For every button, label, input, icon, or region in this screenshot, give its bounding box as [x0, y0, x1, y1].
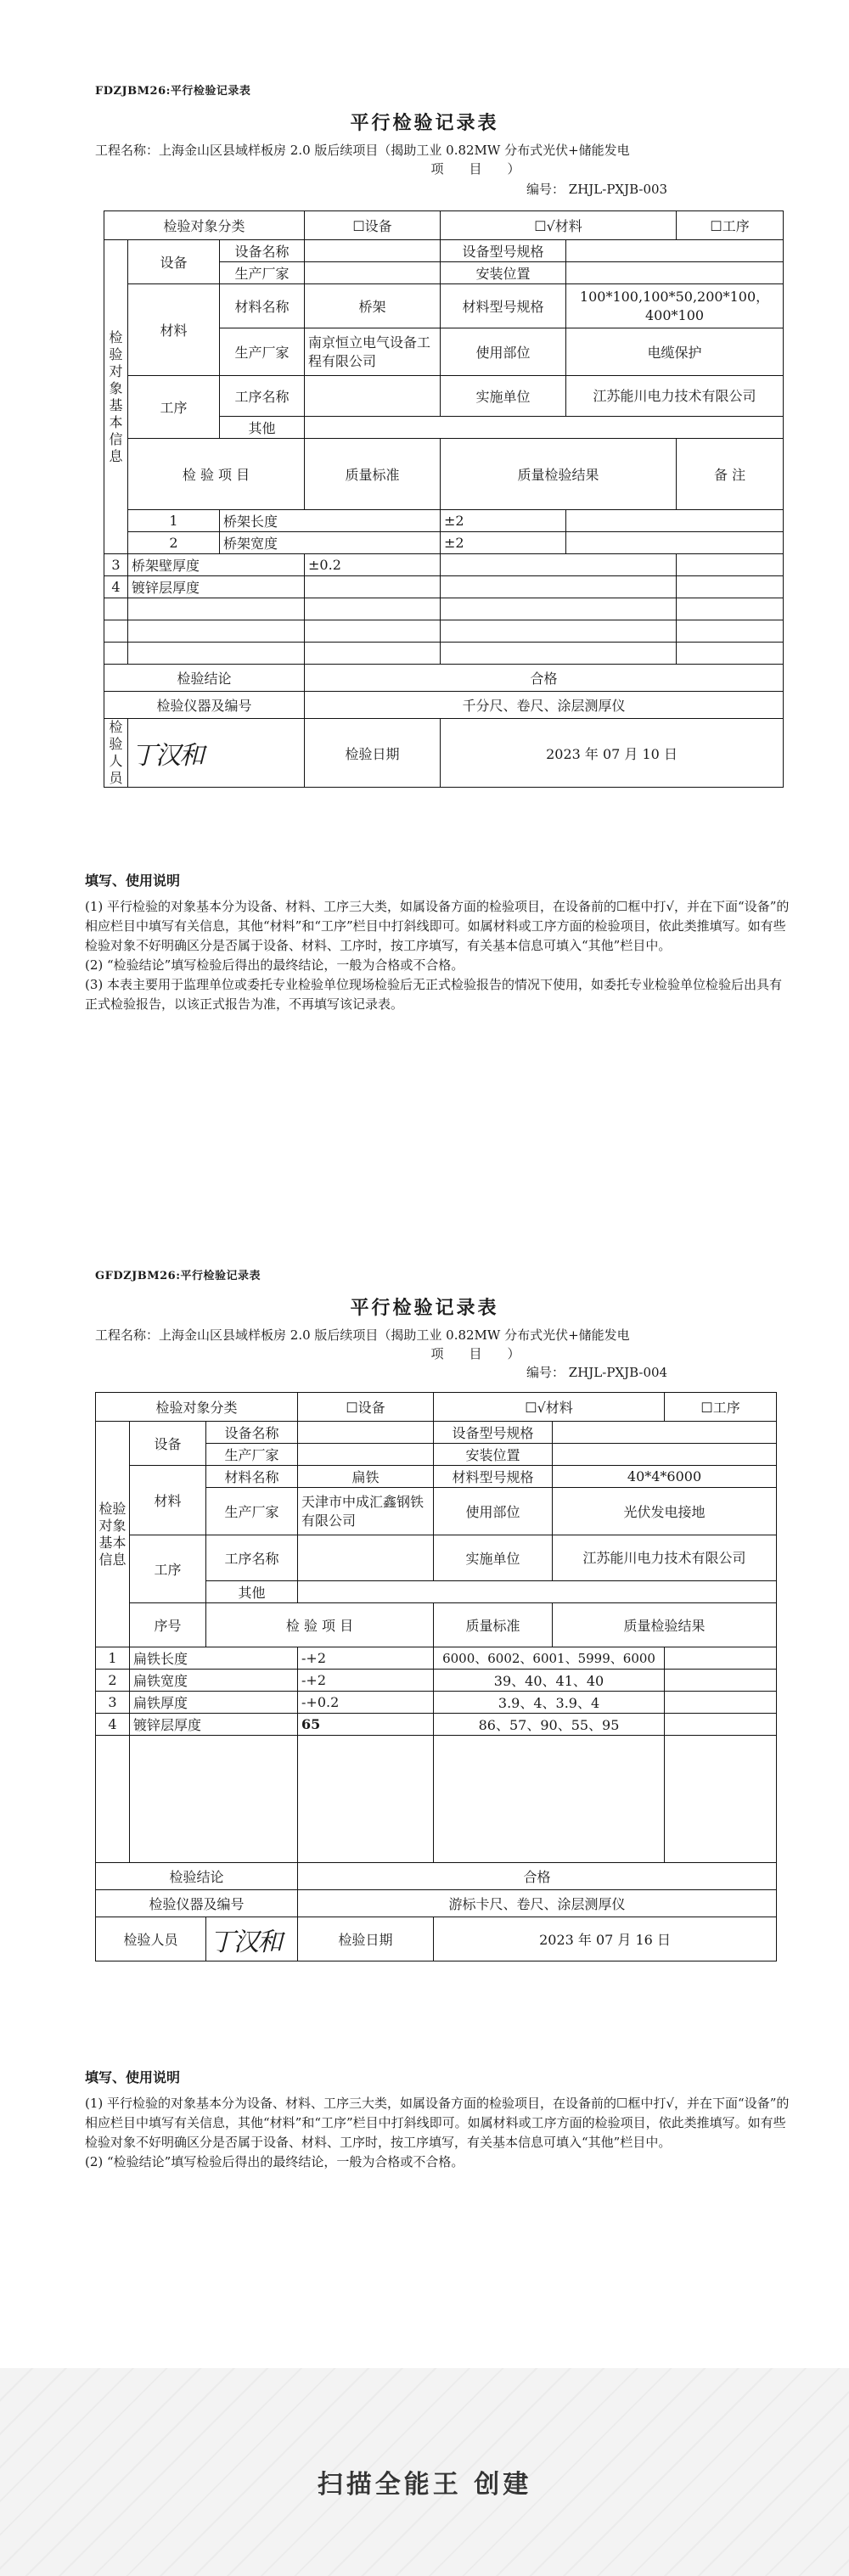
record-page-2 [0, 1248, 849, 2368]
option-equipment: ☐设备 [298, 1393, 434, 1422]
serial-number: 编号： ZHJL-PXJB-003 [526, 182, 668, 197]
basic-info-label: 检验对象基本信息 [104, 240, 128, 554]
process-label: 工序 [130, 1535, 206, 1603]
mat-name-label: 材料名称 [220, 284, 305, 328]
item-no: 1 [96, 1647, 130, 1670]
use-part-value: 电缆保护 [566, 328, 784, 376]
date-label: 检验日期 [305, 719, 441, 788]
install-pos-label: 安装位置 [441, 262, 566, 284]
mat-manufacturer-value: 天津市中成汇鑫钢铁有限公司 [298, 1488, 434, 1535]
date-label: 检验日期 [298, 1917, 434, 1961]
item-name: 扁铁长度 [130, 1647, 298, 1670]
seq-header: 序号 [130, 1603, 206, 1647]
item-name: 扁铁厚度 [130, 1692, 298, 1714]
note-item: (3) 本表主要用于监理单位或委托专业检验单位现场检验后无正式检验报告的情况下使用，如委托专业检验单位检验后出具有正式检验报告，以该正式报告为准，不再填写该记录表。 [85, 977, 783, 1012]
item-standard: ±2 [441, 510, 566, 532]
mat-manufacturer-value: 南京恒立电气设备工程有限公司 [305, 328, 441, 376]
form-code: GFDZJBM26:平行检验记录表 [95, 1270, 261, 1282]
equip-manufacturer-value [305, 262, 441, 284]
instrument-value: 千分尺、卷尺、涂层测厚仪 [305, 692, 784, 719]
option-process: ☐工序 [677, 211, 784, 240]
equipment-label: 设备 [128, 240, 220, 284]
inspector-label: 检验人员 [104, 719, 128, 788]
object-type-label: 检验对象分类 [104, 211, 305, 240]
item-result: 86、57、90、55、95 [434, 1714, 665, 1736]
option-material: ☐√材料 [434, 1393, 665, 1422]
serial-number: 编号： ZHJL-PXJB-004 [526, 1365, 668, 1380]
item-name: 镀锌层厚度 [128, 576, 305, 598]
item-no: 4 [104, 576, 128, 598]
equip-name-value [298, 1422, 434, 1444]
equipment-label: 设备 [130, 1422, 206, 1466]
mat-model-value: 40*4*6000 [553, 1466, 777, 1488]
equip-name-label: 设备名称 [206, 1422, 298, 1444]
item-result [566, 532, 784, 554]
inspection-table [95, 1392, 777, 1961]
note-item: (1) 平行检验的对象基本分为设备、材料、工序三大类，如属设备方面的检验项目，在设备前的☐框中打√，并在下面“设备”的相应栏目中填写有关信息，其他“材料”和“工序”栏目中打斜线即可。如属材料或工序方面的检验项目，依此类推填写。如有些检验对象不好明确区分是否属于设备、材料、工序时，按工序填写，有关基本信息可填入“其他”栏目中。 [85, 2096, 790, 2150]
install-pos-value [566, 262, 784, 284]
impl-unit-value: 江苏能川电力技术有限公司 [553, 1535, 777, 1581]
instrument-value: 游标卡尺、卷尺、涂层测厚仪 [298, 1890, 777, 1917]
item-header: 检 验 项 目 [206, 1603, 434, 1647]
item-result: 39、40、41、40 [434, 1670, 665, 1692]
object-type-label: 检验对象分类 [96, 1393, 298, 1422]
equip-manufacturer-value [298, 1444, 434, 1466]
equip-manufacturer-label: 生产厂家 [220, 262, 305, 284]
mat-model-label: 材料型号规格 [441, 284, 566, 328]
item-no: 3 [96, 1692, 130, 1714]
item-standard: -+2 [298, 1670, 434, 1692]
mat-manufacturer-label: 生产厂家 [206, 1488, 298, 1535]
item-result [441, 576, 677, 598]
item-remark [665, 1692, 777, 1714]
note-item: (2) “检验结论”填写检验后得出的最终结论，一般为合格或不合格。 [85, 957, 464, 973]
other-value [305, 417, 784, 439]
item-standard: ±2 [441, 532, 566, 554]
proc-name-label: 工序名称 [206, 1535, 298, 1581]
note-item: (2) “检验结论”填写检验后得出的最终结论，一般为合格或不合格。 [85, 2154, 464, 2169]
equip-model-label: 设备型号规格 [434, 1422, 553, 1444]
option-material: ☐√材料 [441, 211, 677, 240]
mat-manufacturer-label: 生产厂家 [220, 328, 305, 376]
item-no: 4 [96, 1714, 130, 1736]
remark-header: 备 注 [677, 439, 784, 510]
item-result: 6000、6002、6001、5999、6000 [434, 1647, 665, 1670]
use-part-value: 光伏发电接地 [553, 1488, 777, 1535]
item-result [441, 554, 677, 576]
item-remark [677, 554, 784, 576]
conclusion-value: 合格 [298, 1863, 777, 1890]
impl-unit-value: 江苏能川电力技术有限公司 [566, 376, 784, 417]
mat-name-value: 扁铁 [298, 1466, 434, 1488]
equip-model-label: 设备型号规格 [441, 240, 566, 262]
usage-notes [85, 871, 790, 1014]
item-no: 2 [96, 1670, 130, 1692]
item-standard: 65 [298, 1714, 434, 1736]
item-standard: ±0.2 [305, 554, 441, 576]
form-code: FDZJBM26:平行检验记录表 [95, 85, 251, 98]
item-header: 检 验 项 目 [128, 439, 305, 510]
option-equipment: ☐设备 [305, 211, 441, 240]
conclusion-label: 检验结论 [104, 665, 305, 692]
proc-name-value [305, 376, 441, 417]
mat-model-label: 材料型号规格 [434, 1466, 553, 1488]
result-header: 质量检验结果 [441, 439, 677, 510]
proc-name-value [298, 1535, 434, 1581]
item-no: 1 [128, 510, 220, 532]
item-remark [665, 1714, 777, 1736]
material-label: 材料 [130, 1466, 206, 1535]
item-name: 桥架长度 [220, 510, 441, 532]
item-name: 桥架宽度 [220, 532, 441, 554]
equip-name-value [305, 240, 441, 262]
page-title: 平行检验记录表 [350, 1297, 499, 1319]
item-standard: -+2 [298, 1647, 434, 1670]
conclusion-value: 合格 [305, 665, 784, 692]
instrument-label: 检验仪器及编号 [104, 692, 305, 719]
mat-model-value: 100*100,100*50,200*100，400*100 [566, 284, 784, 328]
instrument-label: 检验仪器及编号 [96, 1890, 298, 1917]
equip-manufacturer-label: 生产厂家 [206, 1444, 298, 1466]
project-name-cont: 项 目 ） [430, 1346, 520, 1361]
item-no: 3 [104, 554, 128, 576]
option-process: ☐工序 [665, 1393, 777, 1422]
date-value: 2023 年 07 月 10 日 [441, 719, 784, 788]
other-label: 其他 [220, 417, 305, 439]
inspector-signature: 丁汉和 [128, 719, 305, 788]
proc-name-label: 工序名称 [220, 376, 305, 417]
item-remark [677, 576, 784, 598]
notes-heading: 填写、使用说明 [85, 2069, 181, 2085]
basic-info-label: 检验对象基本信息 [96, 1422, 130, 1647]
install-pos-label: 安装位置 [434, 1444, 553, 1466]
watermark-text: 扫描全能王 创建 [317, 2470, 532, 2500]
item-standard [305, 576, 441, 598]
item-name: 桥架壁厚度 [128, 554, 305, 576]
equip-name-label: 设备名称 [220, 240, 305, 262]
conclusion-label: 检验结论 [96, 1863, 298, 1890]
mat-name-label: 材料名称 [206, 1466, 298, 1488]
equip-model-value [553, 1422, 777, 1444]
result-header: 质量检验结果 [553, 1603, 777, 1647]
item-result: 3.9、4、3.9、4 [434, 1692, 665, 1714]
use-part-label: 使用部位 [434, 1488, 553, 1535]
item-standard: -+0.2 [298, 1692, 434, 1714]
page-title: 平行检验记录表 [350, 112, 499, 134]
use-part-label: 使用部位 [441, 328, 566, 376]
item-remark [665, 1647, 777, 1670]
install-pos-value [553, 1444, 777, 1466]
item-remark [665, 1670, 777, 1692]
project-name: 工程名称：上海金山区县域样板房 2.0 版后续项目（揭助工业 0.82MW 分布式光伏+储能发电 [95, 143, 630, 158]
note-item: (1) 平行检验的对象基本分为设备、材料、工序三大类，如属设备方面的检验项目，在设备前的☐框中打√，并在下面“设备”的相应栏目中填写有关信息，其他“材料”和“工序”栏目中打斜线即可。如属材料或工序方面的检验项目，依此类推填写。如有些检验对象不好明确区分是否属于设备、材料、工序时，按工序填写，有关基本信息可填入“其他”栏目中。 [85, 899, 790, 953]
date-value: 2023 年 07 月 16 日 [434, 1917, 777, 1961]
other-label: 其他 [206, 1581, 298, 1603]
process-label: 工序 [128, 376, 220, 439]
item-name: 扁铁宽度 [130, 1670, 298, 1692]
equip-model-value [566, 240, 784, 262]
inspector-label: 检验人员 [96, 1917, 206, 1961]
project-name-cont: 项 目 ） [430, 161, 520, 177]
other-value [298, 1581, 777, 1603]
notes-heading: 填写、使用说明 [85, 873, 181, 889]
usage-notes [85, 2068, 790, 2172]
material-label: 材料 [128, 284, 220, 376]
item-result [566, 510, 784, 532]
inspector-signature: 丁汉和 [206, 1917, 298, 1961]
standard-header: 质量标准 [305, 439, 441, 510]
mat-name-value: 桥架 [305, 284, 441, 328]
standard-header: 质量标准 [434, 1603, 553, 1647]
project-name: 工程名称：上海金山区县域样板房 2.0 版后续项目（揭助工业 0.82MW 分布式光伏+储能发电 [95, 1327, 630, 1343]
scanner-watermark-banner [0, 2368, 849, 2576]
item-name: 镀锌层厚度 [130, 1714, 298, 1736]
inspection-table [104, 210, 784, 788]
impl-unit-label: 实施单位 [434, 1535, 553, 1581]
item-no: 2 [128, 532, 220, 554]
impl-unit-label: 实施单位 [441, 376, 566, 417]
record-page-1 [0, 0, 849, 1188]
